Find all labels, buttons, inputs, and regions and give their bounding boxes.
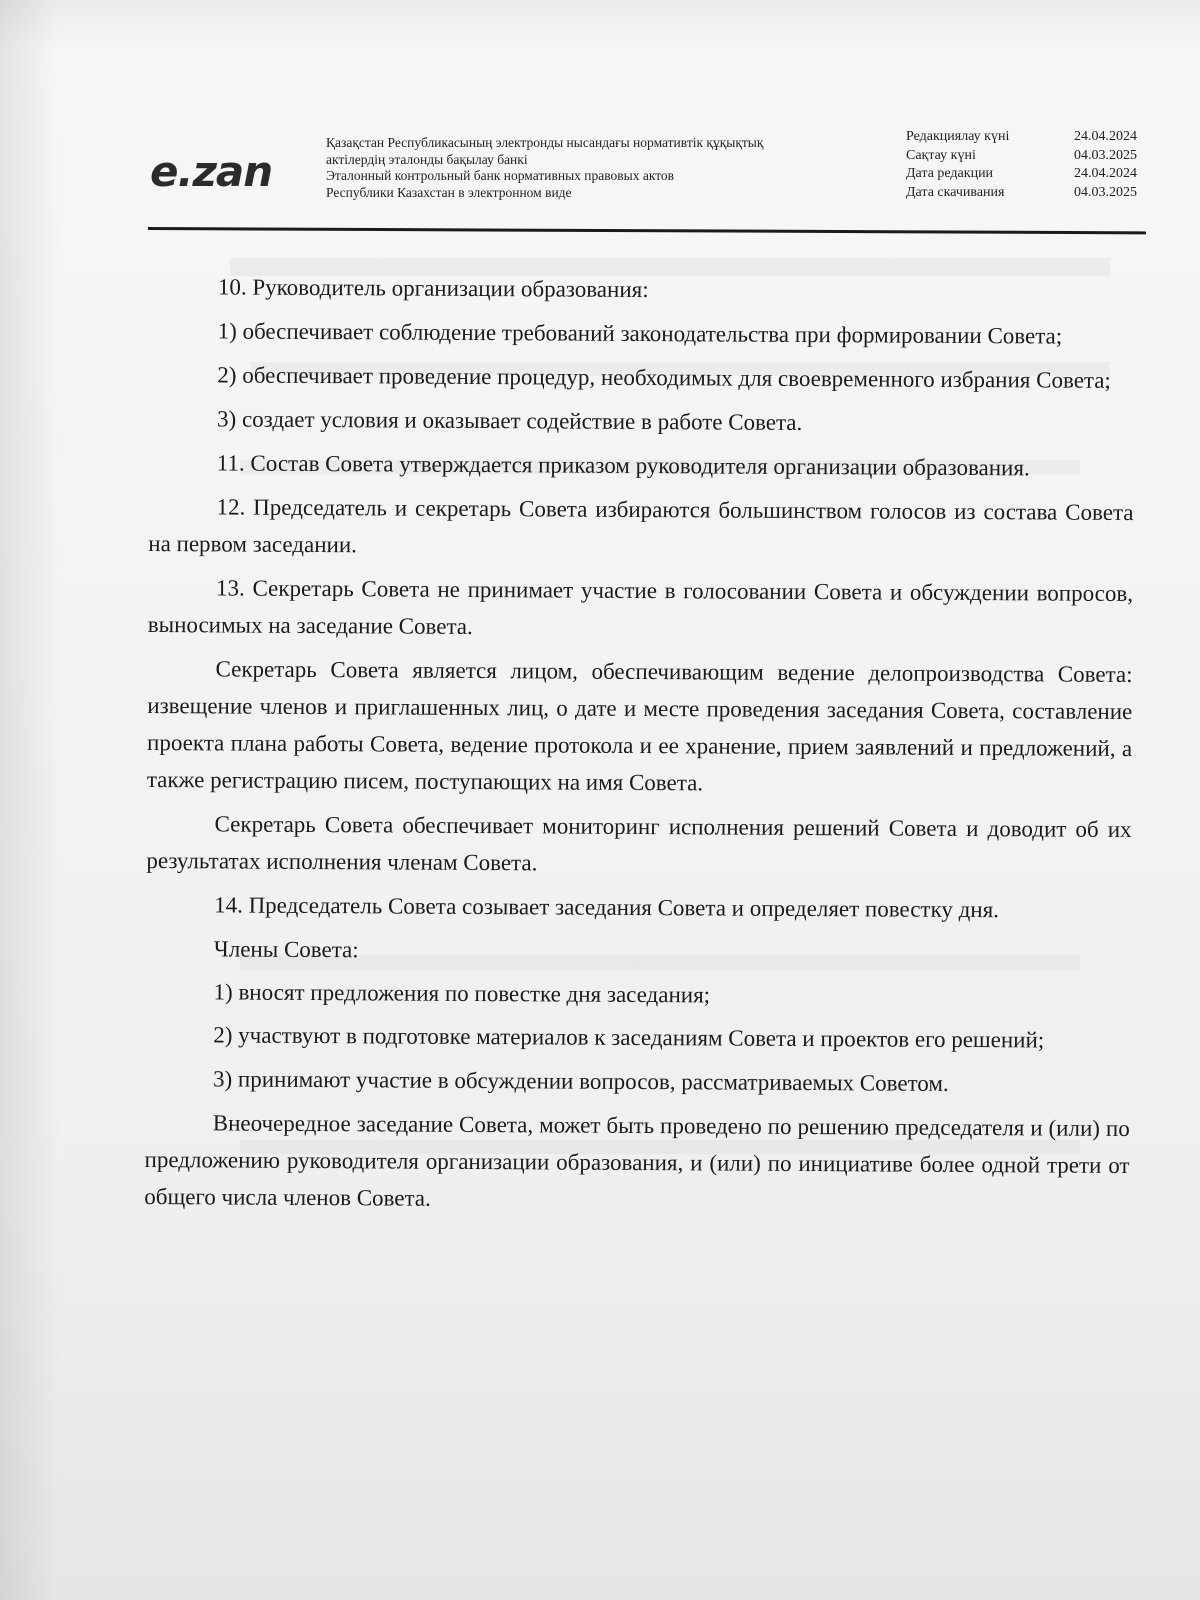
paragraph: 2) обеспечивает проведение процедур, необходимых для своевременного избрания Совета; bbox=[217, 362, 1111, 393]
paragraph: 11. Состав Совета утверждается приказом руководителя организации образования. bbox=[216, 450, 1030, 481]
page-shadow-left bbox=[0, 0, 60, 1600]
meta-value: 24.04.2024 bbox=[1074, 129, 1137, 144]
meta-label: Сақтау күні bbox=[906, 147, 976, 163]
document-body bbox=[144, 268, 1135, 1228]
bank-title bbox=[326, 135, 866, 201]
meta-label: Дата редакции bbox=[906, 166, 994, 181]
document-meta bbox=[906, 128, 1146, 202]
meta-row bbox=[906, 184, 1146, 203]
paragraph: Внеочередное заседание Совета, может быть проведено по решению председателя и (или) по предложению руководителя организации образования, и (или) по инициативе более одной трети от общего числа членов Совета. bbox=[144, 1110, 1130, 1211]
meta-value: 04.03.2025 bbox=[1074, 184, 1137, 200]
meta-label: Редакциялау күні bbox=[906, 129, 1010, 144]
bank-title-line: Эталонный контрольный банк нормативных правовых актов bbox=[326, 168, 675, 183]
document-header bbox=[150, 125, 1140, 235]
meta-value: 24.04.2024 bbox=[1074, 166, 1137, 181]
bank-title-line: актілердің эталонды бақылау банкі bbox=[326, 151, 528, 167]
paragraph: 2) участвуют в подготовке материалов к заседаниям Совета и проектов его решений; bbox=[213, 1022, 1045, 1053]
paragraph: 10. Руководитель организации образования: bbox=[217, 274, 649, 303]
meta-row bbox=[906, 147, 1146, 166]
meta-label: Дата скачивания bbox=[906, 184, 1005, 200]
paragraph: 14. Председатель Совета созывает заседания Совета и определяет повестку дня. bbox=[214, 892, 1000, 923]
paragraph: 1) обеспечивает соблюдение требований законодательства при формировании Совета; bbox=[217, 318, 1063, 349]
paragraph: Секретарь Совета является лицом, обеспечивающим ведение делопроизводства Совета: извещение членов и приглашенных лиц, о дате и месте проведения заседания Совета, составление проекта плана работы Совета, ведение протокола и ее хранение, прием заявлений и предложений, а также регистрацию писем, поступающих на имя Совета. bbox=[146, 656, 1133, 796]
meta-value: 04.03.2025 bbox=[1074, 147, 1137, 163]
meta-row bbox=[906, 165, 1146, 184]
paragraph: 3) принимают участие в обсуждении вопросов, рассматриваемых Советом. bbox=[212, 1066, 949, 1096]
page-shadow-top bbox=[0, 0, 1200, 50]
bank-title-line: Қазақстан Республикасының электронды нысандағы нормативтік құқықтық bbox=[326, 135, 764, 150]
meta-row bbox=[906, 128, 1146, 147]
paragraph: Секретарь Совета обеспечивает мониторинг исполнения решений Совета и доводит об их результатах исполнения членам Совета. bbox=[146, 811, 1132, 876]
paragraph: 13. Секретарь Совета не принимает участие в голосовании Совета и обсуждении вопросов, выносимых на заседание Совета. bbox=[147, 575, 1134, 639]
ezan-logo: e.zan bbox=[150, 147, 273, 196]
paragraph: 3) создает условия и оказывает содействие в работе Совета. bbox=[217, 406, 803, 435]
paragraph: 12. Председатель и секретарь Совета избираются большинством голосов из состава Совета на первом заседании. bbox=[148, 494, 1134, 558]
paragraph: 1) вносят предложения по повестке дня заседания; bbox=[213, 979, 711, 1008]
paragraph: Члены Совета: bbox=[213, 936, 359, 963]
bank-title-line: Республики Казахстан в электронном виде bbox=[326, 184, 572, 200]
